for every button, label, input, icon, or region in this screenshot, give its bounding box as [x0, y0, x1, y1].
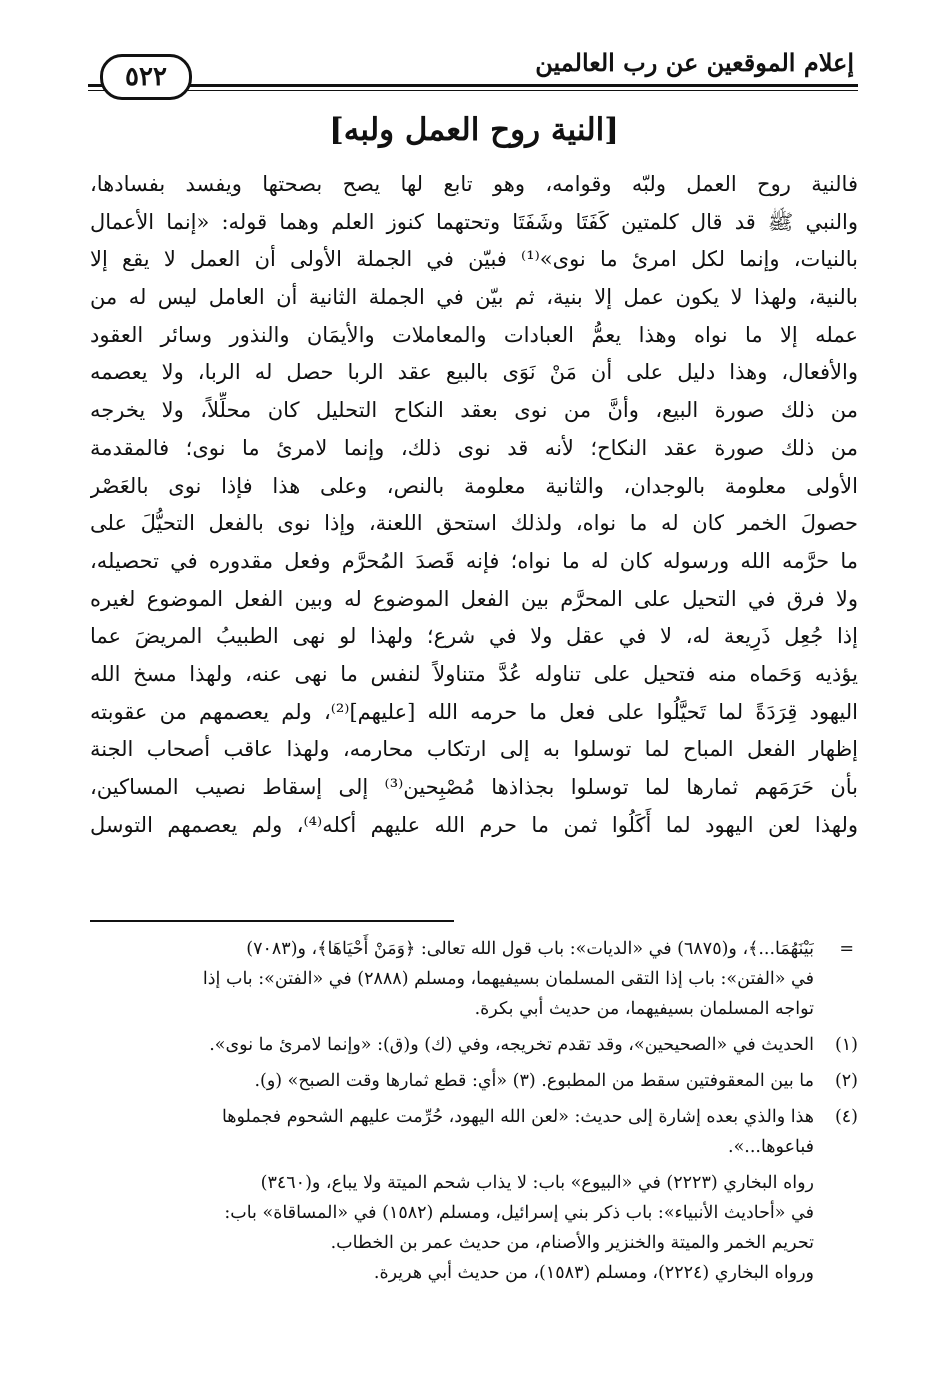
text-line: حصولَ الخمر كان له ما نواه، ولذلك استحق اللعنة، وإذا نوى بالفعل التحيُّلَ على: [90, 511, 858, 536]
text-line: والأفعال، وهذا دليل على أن مَنْ نَوَى بالبيع عقد الربا حصل له الربا، ولا يعصمه: [90, 360, 858, 385]
text-line: اليهود قِرَدَةً لما تَحيَّلُوا على فعل ما حرمه الله [عليهم]⁽²⁾، ولم يعصمهم من عقوبته: [90, 699, 858, 724]
footnote-line: فباعوها...».: [728, 1137, 814, 1157]
text-line: بأن حَرَمَهم ثمارها لما توسلوا بجذاذها مُصْبِحين⁽³⁾ إلى إسقاط نصيب المساكين،: [90, 775, 858, 799]
footnote-line: تحريم الخمر والميتة والخنزير والأصنام، من حديث عمر بن الخطاب.: [330, 1233, 814, 1253]
text-line: والنبي ﷺ قد قال كلمتين كَفَتَا وشَفَتَا وتحتهما كنوز العلم وهما قوله: «إنما الأعمال: [90, 209, 858, 234]
footnote-line: في «الفتن»: باب إذا التقى المسلمان بسيفيهما، ومسلم (٢٨٨٨) في «الفتن»: باب إذا: [202, 969, 814, 989]
footnote-number: (٤): [834, 1107, 858, 1127]
footnote-line: في «أحاديث الأنبياء»: باب ذكر بني إسرائيل، ومسلم (١٥٨٢) في «المساقاة» باب:: [224, 1203, 814, 1223]
text-line: فالنية روح العمل ولبّه وقوامه، وهو تابع لها يصح بصحتها ويفسد بفسادها،: [90, 172, 858, 196]
text-line: يؤذيه وَحَماه منه فتحيل على تناوله عُدَّ متناولاً لنفس ما نهى عنه، ولهذا مسخ الله: [90, 661, 858, 686]
text-line: بالنيات، وإنما لكل امرئ ما نوى»⁽¹⁾ فبيّن في الجملة الأولى أن العمل لا يقع إلا: [90, 247, 858, 272]
text-line: إظهار الفعل المباح لما توسلوا به إلى ارتكاب محارمه، ولهذا عاقب أصحاب الجنة: [90, 737, 858, 762]
page-header: [88, 40, 858, 102]
footnote-4: [90, 1102, 858, 1162]
footnotes: [90, 934, 858, 1288]
text-line: عمله إلا ما نواه وهذا يعمُّ العبادات والمعاملات والأيمَان والنذور وسائر العقود: [90, 322, 858, 347]
footnote-4-sources: [90, 1168, 858, 1288]
text-line: إذا جُعِل ذَرِيعة له، لا في عقل ولا في شرع؛ ولهذا لو نهى الطبيبُ المريضَ عما: [90, 624, 858, 649]
footnote-2: [90, 1066, 858, 1096]
footnote-line: بَيْنَهُمَا...﴾، و(٦٨٧٥) في «الديات»: باب قول الله تعالى: ﴿وَمَنْ أَحْيَاهَا﴾، و(٧٠٨٣): [246, 939, 814, 959]
footnote-marker: =: [839, 939, 854, 959]
main-text: [90, 166, 858, 844]
text-line: من ذلك صورة عقد النكاح؛ لأنه قد نوى ذلك، وإنما لامرئ ما نوى؛ فالمقدمة: [90, 435, 858, 460]
text-line: الأولى معلومة بالوجدان، والثانية معلومة بالنص، وعلى هذا فإذا نوى بالعَصْر: [90, 473, 858, 498]
section-title: [النية روح العمل ولبه]: [329, 112, 619, 148]
footnote-number: (١): [834, 1035, 858, 1055]
text-line: ما حرَّمه الله ورسوله كان له ما نواه؛ فإنه قَصدَ المُحرَّم وفعل مقدوره في تحصيله،: [90, 548, 858, 573]
footnote-line: ما بين المعقوفتين سقط من المطبوع. (٣) «أي: قطع ثمارها وقت الصبح» (و).: [254, 1071, 814, 1091]
footnote-line: تواجه المسلمان بسيفيهما، من حديث أبي بكرة.: [474, 999, 814, 1019]
text-line: بالنية، ولهذا لا يكون عمل إلا بنية، ثم بيّن في الجملة الثانية أن العامل ليس له من: [90, 285, 858, 310]
header-rule-thin: [88, 90, 858, 91]
text-line: من ذلك صورة البيع، وأنَّ من نوى بعقد النكاح التحليل كان محلِّلاً، ولا يخرجه: [90, 398, 858, 423]
footnote-line: الحديث في «الصحيحين»، وقد تقدم تخريجه، وفي (ك) و(ق): «وإنما لامرئ ما نوى».: [209, 1035, 814, 1055]
header-rule: [88, 84, 858, 87]
footnote-1: [90, 1030, 858, 1060]
footnote-continued: [90, 934, 858, 1024]
text-line: ولا فرق في التحيل على المحرَّم بين الفعل الموضوع له وبين الفعل الموضوع لغيره: [90, 586, 858, 611]
text-line: ولهذا لعن اليهود لما أَكَلُوا ثمن ما حرم الله عليهم أكله⁽⁴⁾، ولم يعصمهم التوسل: [90, 812, 858, 837]
footnote-number: (٢): [834, 1071, 858, 1091]
book-title: إعلام الموقعين عن رب العالمين: [535, 48, 854, 77]
page-number: ٥٢٢: [100, 54, 192, 100]
footnote-divider: [90, 920, 454, 922]
footnote-line: هذا والذي بعده إشارة إلى حديث: «لعن الله اليهود، حُرِّمت عليهم الشحوم فجملوها: [221, 1107, 814, 1127]
footnote-line: ورواه البخاري (٢٢٢٤)، ومسلم (١٥٨٣)، من حديث أبي هريرة.: [373, 1263, 814, 1283]
footnote-line: رواه البخاري (٢٢٢٣) في «البيوع» باب: لا يذاب شحم الميتة ولا يباع، و(٣٤٦٠): [260, 1173, 814, 1193]
